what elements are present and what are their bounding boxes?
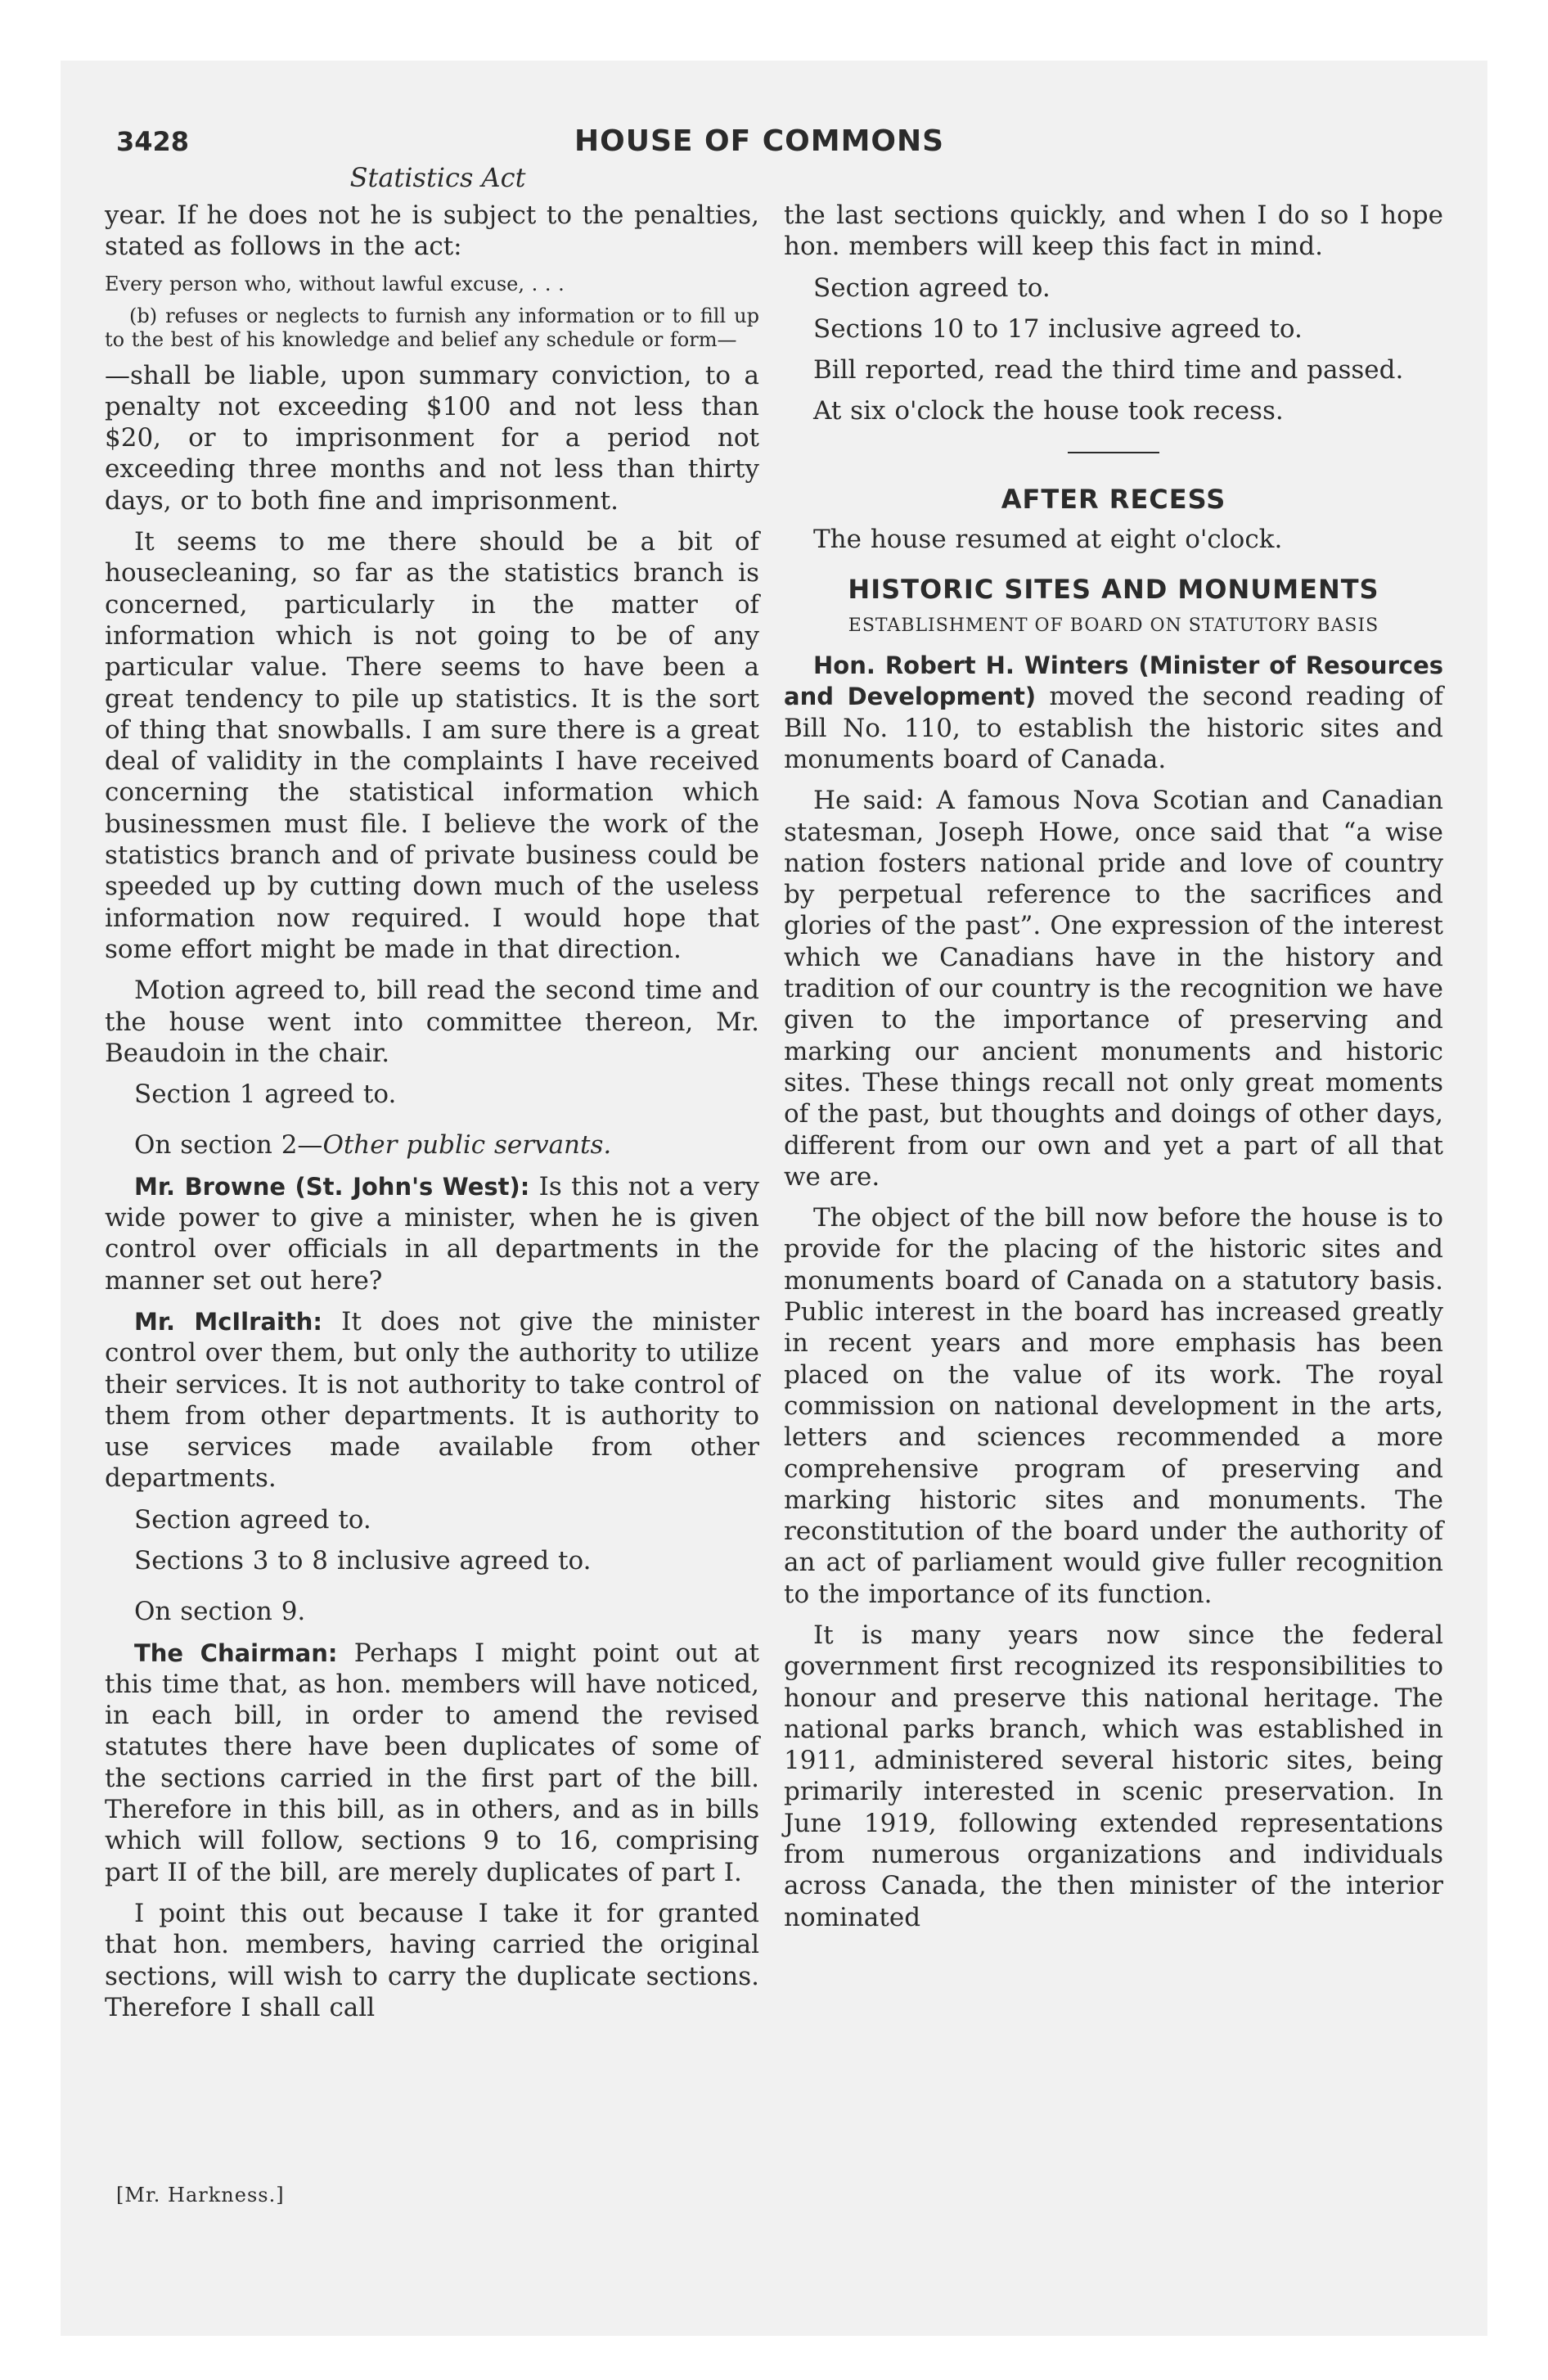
running-title: HOUSE OF COMMONS [574, 124, 945, 158]
speech [105, 1638, 759, 1888]
paragraph: Motion agreed to, bill read the second time and the house went into committee thereon, Mr. Beaudoin in the chair. [105, 976, 759, 1068]
paragraph: Sections 3 to 8 inclusive agreed to. [134, 1545, 592, 1575]
paragraph: Section 1 agreed to. [134, 1080, 397, 1110]
paragraph: At six o'clock the house took recess. [813, 396, 1284, 426]
speaker-name: Mr. Browne (St. John's West): [134, 1172, 530, 1201]
speech-text: moved the second reading of Bill No. 110, to establish the historic sites and monuments board of Canada. [784, 682, 1443, 774]
page-header [116, 124, 1425, 160]
section-subject: Statistics Act [349, 162, 526, 193]
heading-historic-sites: HISTORIC SITES AND MONUMENTS [848, 574, 1379, 606]
speaker-footnote: [Mr. Harkness.] [116, 2184, 285, 2206]
paragraph: The object of the bill now before the house is to provide for the placing of the historic sites and monuments board of Canada on a statutory basis. Public interest in the board has increased greatly in recent years and more emphasis has been placed on the value of its work. The royal commission on national development in the arts, letters and sciences recommended a more comprehensive program of preserving and marking historic sites and monuments. The reconstitution of the board under the authority of an act of parliament would give fuller recognition to the importance of its function. [784, 1203, 1443, 1609]
speech-text: It does not give the minister control over them, but only the authority to utilize their services. It is not authority to take control of them from other departments. It is authority to use services made available from other departments. [105, 1306, 759, 1494]
speaker-name: Hon. Robert H. Winters (Minister of Resources and Development) [784, 651, 1443, 711]
speech [105, 1171, 759, 1296]
quoted-statute: Every person who, without lawful excuse, . . . [105, 272, 565, 295]
paragraph: On section 9. [134, 1597, 306, 1627]
speech-text: Perhaps I might point out at this time that, as hon. members will have noticed, in each bill, in order to amend the revised statutes there have been duplicates of some of the sections carried in the first part of the bill. Therefore in this bill, as in others, and as in bills which will follow, sections 9 to 16, comprising part II of the bill, are merely duplicates of part I. [105, 1638, 759, 1887]
heading-after-recess: AFTER RECESS [1001, 483, 1226, 515]
speaker-name: The Chairman: [134, 1639, 338, 1667]
quoted-statute: (b) refuses or neglects to furnish any information or to fill up to the best of his knowledge and belief any schedule or form— [105, 304, 759, 351]
paragraph: year. If he does not he is subject to the penalties, stated as follows in the act: [105, 201, 759, 262]
paragraph: Section agreed to. [813, 273, 1051, 303]
paragraph: It is many years now since the federal government first recognized its responsibilities to honour and preserve this national heritage. The national parks branch, which was established in 1911, administered several historic sites, being primarily interested in scenic preservation. In June 1919, following extended representations from numerous organizations and individuals across Canada, the then minister of the interior nominated [784, 1620, 1443, 1932]
paragraph: It seems to me there should be a bit of housecleaning, so far as the statistics branch is concerned, particularly in the matter of information which is not going to be of any particular value. There seems to have been a great tendency to pile up statistics. It is the sort of thing that snowballs. I am sure there is a great deal of validity in the complaints I have received concerning the statistical information which businessmen must file. I believe the work of the statistics branch and of private business could be speeded up by cutting down much of the useless information now required. I would hope that some effort might be made in that direction. [105, 527, 759, 964]
paragraph: Section agreed to. [134, 1504, 371, 1535]
paragraph: —shall be liable, upon summary conviction, to a penalty not exceeding $100 and not less than $20, or to imprisonment for a period not exceeding three months and not less than thirty days, or to both fine and imprisonment. [105, 360, 759, 516]
left-column [105, 200, 759, 2033]
speech-text: Is this not a very wide power to give a minister, when he is given control over officials in all departments in the manner set out here? [105, 1171, 759, 1296]
paragraph: Sections 10 to 17 inclusive agreed to. [813, 313, 1303, 344]
speaker-name: Mr. McIlraith: [134, 1307, 323, 1336]
paragraph: the last sections quickly, and when I do so I hope hon. members will keep this fact in mind. [784, 201, 1443, 262]
paragraph: Bill reported, read the third time and passed. [813, 355, 1404, 385]
paragraph: I point this out because I take it for granted that hon. members, having carried the original sections, will wish to carry the duplicate sections. Therefore I shall call [105, 1898, 759, 2022]
right-column [784, 200, 1443, 1943]
paragraph: The house resumed at eight o'clock. [813, 524, 1283, 554]
speech [105, 1306, 759, 1494]
subheading-statutory-basis: ESTABLISHMENT OF BOARD ON STATUTORY BASIS [848, 615, 1379, 637]
page-number: 3428 [116, 126, 190, 157]
speech [784, 650, 1443, 775]
section-title: Other public servants. [322, 1130, 612, 1161]
paragraph: He said: A famous Nova Scotian and Canadian statesman, Joseph Howe, once said that “a wise nation fosters national pride and love of country by perpetual reference to the sacrifices and glories of the past”. One expression of the interest which we Canadians have in the history and tradition of our country is the recognition we have given to the importance of preserving and marking our ancient monuments and historic sites. These things recall not only great moments of the past, but thoughts and doings of other days, different from our own and yet a part of all that we are. [784, 786, 1443, 1192]
paragraph [105, 1129, 759, 1161]
section-lead: On section 2— [134, 1130, 323, 1161]
section-divider [1068, 452, 1159, 453]
